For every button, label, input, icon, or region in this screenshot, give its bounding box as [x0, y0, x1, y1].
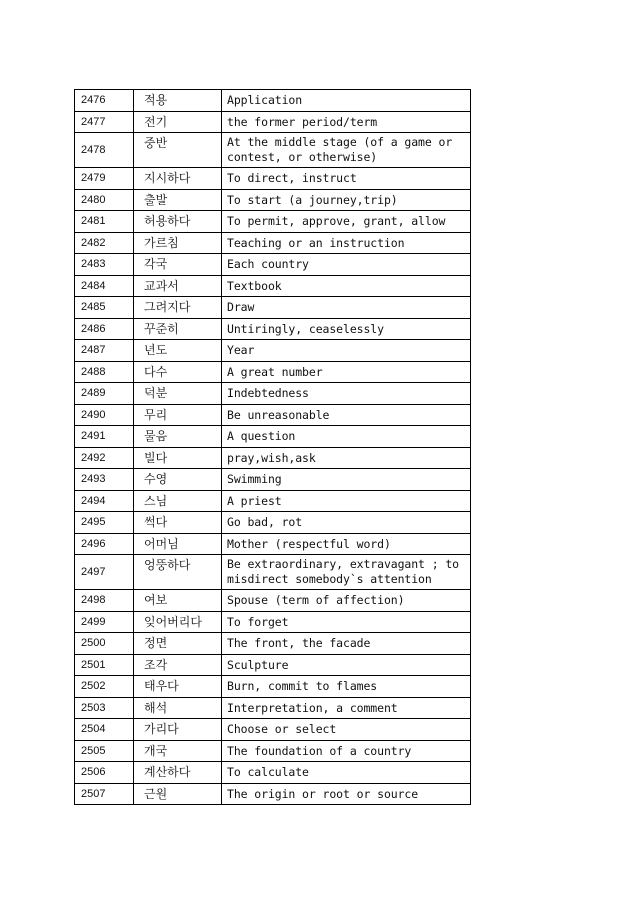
korean-word: 무리: [134, 404, 222, 426]
table-row: [75, 90, 471, 112]
korean-word: 년도: [134, 340, 222, 362]
entry-number: 2489: [75, 383, 134, 405]
entry-number: 2496: [75, 533, 134, 555]
entry-number: 2505: [75, 740, 134, 762]
english-meaning: The origin or root or source: [222, 783, 471, 805]
vocabulary-table: [74, 89, 471, 805]
table-row: [75, 719, 471, 741]
korean-word: 가리다: [134, 719, 222, 741]
english-meaning: Interpretation, a comment: [222, 697, 471, 719]
table-row: [75, 654, 471, 676]
english-meaning: To permit, approve, grant, allow: [222, 211, 471, 233]
english-meaning: The foundation of a country: [222, 740, 471, 762]
table-row: [75, 232, 471, 254]
table-row: [75, 168, 471, 190]
entry-number: 2491: [75, 426, 134, 448]
english-meaning: the former period/term: [222, 111, 471, 133]
table-row: [75, 762, 471, 784]
vocabulary-table-body: [75, 90, 471, 805]
entry-number: 2507: [75, 783, 134, 805]
korean-word: 허용하다: [134, 211, 222, 233]
table-row: [75, 469, 471, 491]
entry-number: 2480: [75, 189, 134, 211]
korean-word: 썩다: [134, 512, 222, 534]
table-row: [75, 404, 471, 426]
table-row: [75, 426, 471, 448]
english-meaning: A great number: [222, 361, 471, 383]
korean-word: 전기: [134, 111, 222, 133]
entry-number: 2477: [75, 111, 134, 133]
korean-word: 여보: [134, 590, 222, 612]
entry-number: 2479: [75, 168, 134, 190]
entry-number: 2482: [75, 232, 134, 254]
korean-word: 개국: [134, 740, 222, 762]
korean-word: 출발: [134, 189, 222, 211]
english-meaning: Draw: [222, 297, 471, 319]
korean-word: 지시하다: [134, 168, 222, 190]
entry-number: 2481: [75, 211, 134, 233]
table-row: [75, 211, 471, 233]
korean-word: 덕분: [134, 383, 222, 405]
entry-number: 2493: [75, 469, 134, 491]
table-row: [75, 590, 471, 612]
korean-word: 계산하다: [134, 762, 222, 784]
english-meaning: Application: [222, 90, 471, 112]
entry-number: 2498: [75, 590, 134, 612]
entry-number: 2487: [75, 340, 134, 362]
table-row: [75, 447, 471, 469]
entry-number: 2492: [75, 447, 134, 469]
korean-word: 적용: [134, 90, 222, 112]
english-meaning: Indebtedness: [222, 383, 471, 405]
korean-word: 수영: [134, 469, 222, 491]
korean-word: 해석: [134, 697, 222, 719]
table-row: [75, 697, 471, 719]
english-meaning: Mother (respectful word): [222, 533, 471, 555]
english-meaning: A priest: [222, 490, 471, 512]
table-row: [75, 340, 471, 362]
entry-number: 2486: [75, 318, 134, 340]
english-meaning: Each country: [222, 254, 471, 276]
korean-word: 정면: [134, 633, 222, 655]
english-meaning: Be extraordinary, extravagant ; to misdirect somebody`s attention: [222, 555, 471, 590]
table-row: [75, 297, 471, 319]
table-row: [75, 555, 471, 590]
english-meaning: Year: [222, 340, 471, 362]
entry-number: 2478: [75, 133, 134, 168]
english-meaning: The front, the facade: [222, 633, 471, 655]
table-row: [75, 111, 471, 133]
english-meaning: To calculate: [222, 762, 471, 784]
korean-word: 교과서: [134, 275, 222, 297]
table-row: [75, 676, 471, 698]
entry-number: 2483: [75, 254, 134, 276]
english-meaning: To start (a journey,trip): [222, 189, 471, 211]
entry-number: 2504: [75, 719, 134, 741]
table-row: [75, 740, 471, 762]
table-row: [75, 133, 471, 168]
korean-word: 각국: [134, 254, 222, 276]
table-row: [75, 783, 471, 805]
korean-word: 태우다: [134, 676, 222, 698]
korean-word: 다수: [134, 361, 222, 383]
table-row: [75, 318, 471, 340]
korean-word: 엉뚱하다: [134, 555, 222, 590]
table-row: [75, 512, 471, 534]
table-row: [75, 361, 471, 383]
english-meaning: Go bad, rot: [222, 512, 471, 534]
english-meaning: A question: [222, 426, 471, 448]
korean-word: 빌다: [134, 447, 222, 469]
english-meaning: To direct, instruct: [222, 168, 471, 190]
entry-number: 2501: [75, 654, 134, 676]
entry-number: 2502: [75, 676, 134, 698]
entry-number: 2488: [75, 361, 134, 383]
entry-number: 2503: [75, 697, 134, 719]
korean-word: 그려지다: [134, 297, 222, 319]
english-meaning: Spouse (term of affection): [222, 590, 471, 612]
korean-word: 조각: [134, 654, 222, 676]
table-row: [75, 490, 471, 512]
korean-word: 근원: [134, 783, 222, 805]
english-meaning: Swimming: [222, 469, 471, 491]
entry-number: 2476: [75, 90, 134, 112]
korean-word: 스님: [134, 490, 222, 512]
korean-word: 꾸준히: [134, 318, 222, 340]
entry-number: 2485: [75, 297, 134, 319]
korean-word: 어머님: [134, 533, 222, 555]
table-row: [75, 275, 471, 297]
table-row: [75, 533, 471, 555]
korean-word: 가르침: [134, 232, 222, 254]
korean-word: 중반: [134, 133, 222, 168]
entry-number: 2484: [75, 275, 134, 297]
english-meaning: To forget: [222, 611, 471, 633]
entry-number: 2490: [75, 404, 134, 426]
korean-word: 잊어버리다: [134, 611, 222, 633]
table-row: [75, 189, 471, 211]
entry-number: 2497: [75, 555, 134, 590]
table-row: [75, 383, 471, 405]
korean-word: 물음: [134, 426, 222, 448]
entry-number: 2500: [75, 633, 134, 655]
english-meaning: Sculpture: [222, 654, 471, 676]
english-meaning: Burn, commit to flames: [222, 676, 471, 698]
entry-number: 2494: [75, 490, 134, 512]
english-meaning: Choose or select: [222, 719, 471, 741]
english-meaning: Be unreasonable: [222, 404, 471, 426]
english-meaning: Textbook: [222, 275, 471, 297]
entry-number: 2495: [75, 512, 134, 534]
table-row: [75, 254, 471, 276]
entry-number: 2506: [75, 762, 134, 784]
table-row: [75, 611, 471, 633]
table-row: [75, 633, 471, 655]
english-meaning: pray,wish,ask: [222, 447, 471, 469]
english-meaning: Teaching or an instruction: [222, 232, 471, 254]
english-meaning: At the middle stage (of a game or contest, or otherwise): [222, 133, 471, 168]
english-meaning: Untiringly, ceaselessly: [222, 318, 471, 340]
entry-number: 2499: [75, 611, 134, 633]
